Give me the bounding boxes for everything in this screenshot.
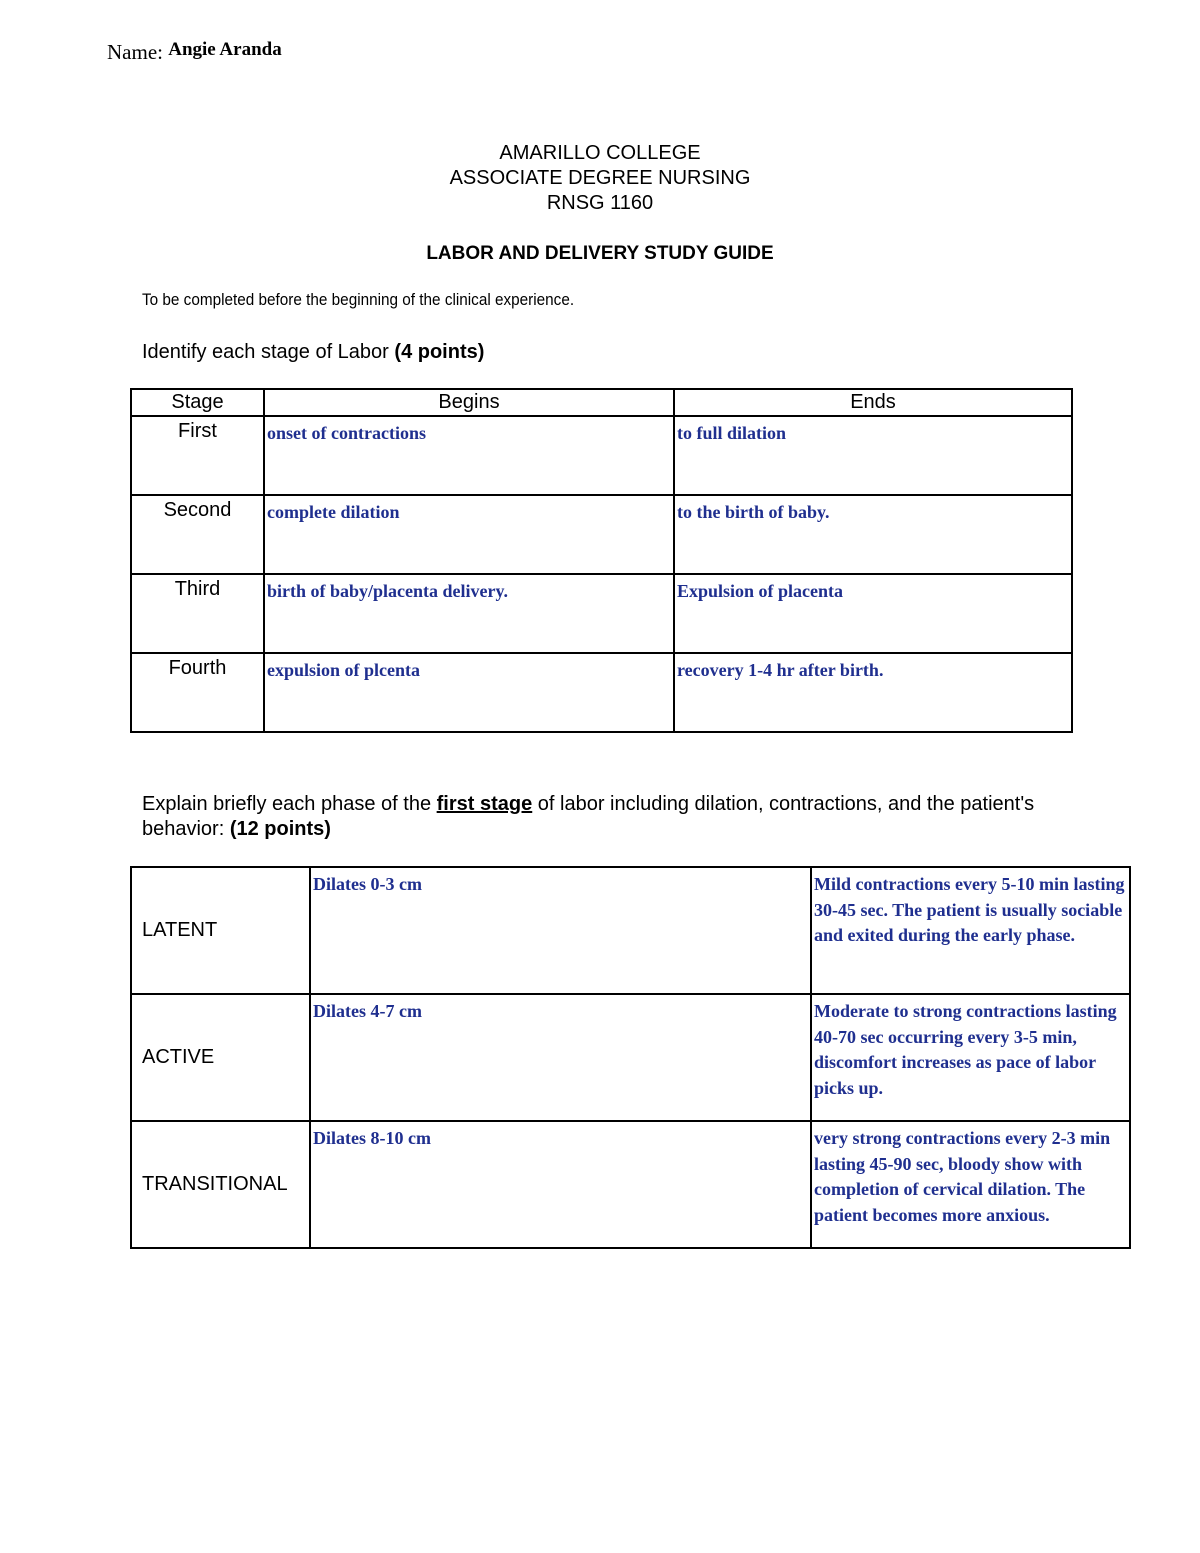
document-header bbox=[0, 141, 1200, 266]
answer-text: birth of baby/placenta delivery. bbox=[267, 581, 509, 601]
table-row bbox=[131, 416, 1072, 495]
stage-name: Third bbox=[131, 574, 264, 653]
table-row bbox=[131, 574, 1072, 653]
answer-text: Mild contractions every 5-10 min lasting 30-45 sec. The patient is usually sociable and exited during the early phase. bbox=[814, 874, 1125, 945]
name-line bbox=[107, 40, 282, 65]
table-row bbox=[131, 1121, 1130, 1248]
phases-table bbox=[130, 866, 1131, 1249]
answer-text: Expulsion of placenta bbox=[677, 581, 844, 601]
question-2-part1: Explain briefly each phase of the bbox=[142, 793, 437, 815]
table-row bbox=[131, 653, 1072, 732]
college-name: AMARILLO COLLEGE bbox=[499, 142, 701, 164]
table-header-row bbox=[131, 389, 1072, 416]
answer-text: Moderate to strong contractions lasting 40-70 sec occurring every 3-5 min, discomfort increases as pace of labor picks up. bbox=[814, 1001, 1117, 1098]
answer-text: very strong contractions every 2-3 min lasting 45-90 sec, bloody show with completion of cervical dilation. The patient becomes more anxious. bbox=[814, 1128, 1111, 1225]
answer-text: to the birth of baby. bbox=[677, 502, 830, 522]
phase-dilation bbox=[310, 994, 811, 1121]
answer-text: onset of contractions bbox=[267, 423, 426, 443]
answer-text: complete dilation bbox=[267, 502, 400, 522]
stage-begins bbox=[264, 653, 674, 732]
question-1-points: (4 points) bbox=[394, 341, 485, 363]
stages-table bbox=[130, 388, 1073, 733]
answer-text: recovery 1-4 hr after birth. bbox=[677, 660, 884, 680]
answer-text: Dilates 8-10 cm bbox=[313, 1128, 431, 1148]
stage-begins bbox=[264, 495, 674, 574]
phase-description bbox=[811, 867, 1130, 994]
answer-text: Dilates 0-3 cm bbox=[313, 874, 422, 894]
phase-name: LATENT bbox=[131, 867, 310, 994]
question-1 bbox=[142, 341, 484, 364]
program-name: ASSOCIATE DEGREE NURSING bbox=[449, 167, 751, 189]
question-2-part2: of labor including dilation, contractions, and the patient's behavior: bbox=[142, 793, 1035, 840]
table-row bbox=[131, 495, 1072, 574]
phase-description bbox=[811, 994, 1130, 1121]
question-2-emphasis: first stage bbox=[436, 793, 533, 815]
phase-dilation bbox=[310, 867, 811, 994]
answer-text: to full dilation bbox=[677, 423, 787, 443]
table-row bbox=[131, 867, 1130, 994]
stage-ends bbox=[674, 653, 1072, 732]
phase-name: ACTIVE bbox=[131, 994, 310, 1121]
intro-text: To be completed before the beginning of the clinical experience. bbox=[142, 290, 575, 309]
phase-name: TRANSITIONAL bbox=[131, 1121, 310, 1248]
table-row bbox=[131, 994, 1130, 1121]
stage-begins bbox=[264, 574, 674, 653]
header-begins: Begins bbox=[264, 389, 674, 416]
stage-name: First bbox=[131, 416, 264, 495]
question-2 bbox=[142, 792, 1042, 842]
question-2-points: (12 points) bbox=[229, 818, 331, 840]
stage-name: Second bbox=[131, 495, 264, 574]
answer-text: Dilates 4-7 cm bbox=[313, 1001, 422, 1021]
question-1-text: Identify each stage of Labor bbox=[142, 341, 395, 363]
header-stage: Stage bbox=[131, 389, 264, 416]
course-code: RNSG 1160 bbox=[546, 192, 654, 214]
stage-begins bbox=[264, 416, 674, 495]
answer-text: expulsion of plcenta bbox=[267, 660, 421, 680]
stage-ends bbox=[674, 495, 1072, 574]
stage-ends bbox=[674, 416, 1072, 495]
page-title: LABOR AND DELIVERY STUDY GUIDE bbox=[426, 243, 774, 264]
header-ends: Ends bbox=[674, 389, 1072, 416]
phase-description bbox=[811, 1121, 1130, 1248]
phase-dilation bbox=[310, 1121, 811, 1248]
stage-ends bbox=[674, 574, 1072, 653]
name-label: Name: bbox=[107, 40, 163, 64]
name-value: Angie Aranda bbox=[168, 39, 282, 60]
stage-name: Fourth bbox=[131, 653, 264, 732]
